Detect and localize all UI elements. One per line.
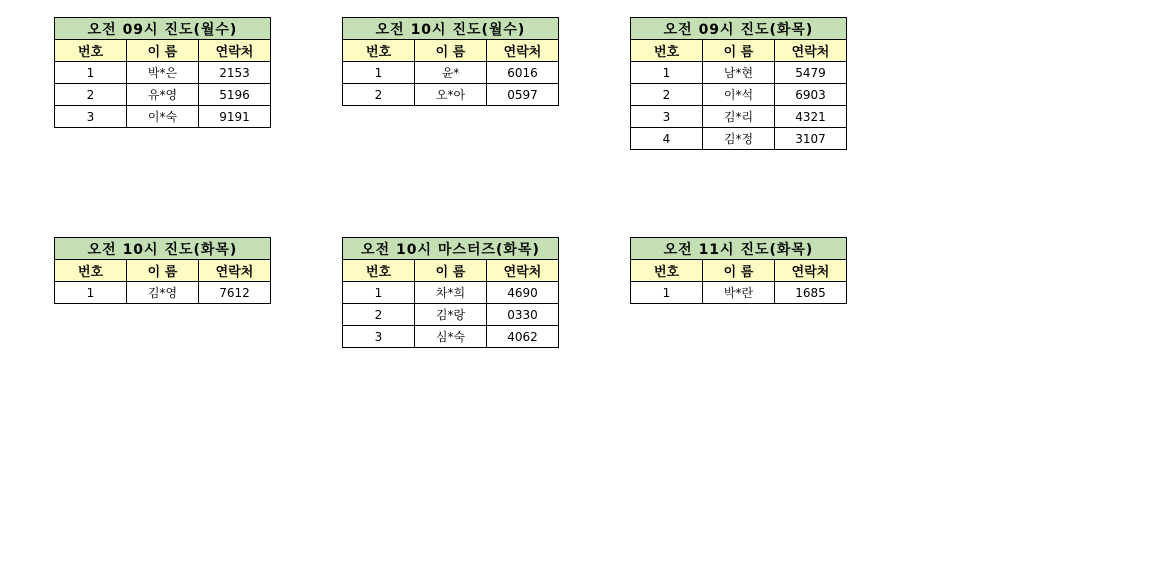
table-title: 오전 10시 진도(월수) bbox=[343, 18, 559, 40]
header-contact: 연락처 bbox=[199, 260, 271, 282]
header-name: 이 름 bbox=[415, 260, 487, 282]
header-number: 번호 bbox=[631, 260, 703, 282]
header-number: 번호 bbox=[343, 40, 415, 62]
table-row bbox=[631, 62, 847, 84]
header-contact: 연락처 bbox=[775, 260, 847, 282]
cell-contact: 2153 bbox=[199, 62, 271, 84]
cell-name: 유*영 bbox=[127, 84, 199, 106]
table-row bbox=[343, 326, 559, 348]
header-contact: 연락처 bbox=[199, 40, 271, 62]
table-row bbox=[631, 128, 847, 150]
cell-contact: 9191 bbox=[199, 106, 271, 128]
table-row bbox=[631, 106, 847, 128]
cell-number: 1 bbox=[55, 62, 127, 84]
table-title: 오전 11시 진도(화목) bbox=[631, 238, 847, 260]
cell-contact: 4690 bbox=[487, 282, 559, 304]
table-row bbox=[631, 282, 847, 304]
table-row bbox=[631, 84, 847, 106]
cell-contact: 3107 bbox=[775, 128, 847, 150]
header-contact: 연락처 bbox=[487, 260, 559, 282]
schedule-table-0900-tue-thu bbox=[630, 17, 847, 150]
cell-name: 이*숙 bbox=[127, 106, 199, 128]
table-title: 오전 09시 진도(화목) bbox=[631, 18, 847, 40]
cell-contact: 5479 bbox=[775, 62, 847, 84]
table-row bbox=[55, 282, 271, 304]
header-number: 번호 bbox=[631, 40, 703, 62]
table-row bbox=[55, 106, 271, 128]
cell-name: 김*리 bbox=[703, 106, 775, 128]
cell-name: 김*영 bbox=[127, 282, 199, 304]
table-row bbox=[343, 304, 559, 326]
header-name: 이 름 bbox=[415, 40, 487, 62]
cell-name: 남*현 bbox=[703, 62, 775, 84]
schedule-table-0900-mon-wed bbox=[54, 17, 271, 128]
table-title: 오전 10시 진도(화목) bbox=[55, 238, 271, 260]
cell-name: 심*숙 bbox=[415, 326, 487, 348]
table-row bbox=[343, 84, 559, 106]
cell-number: 1 bbox=[343, 282, 415, 304]
cell-name: 박*은 bbox=[127, 62, 199, 84]
cell-name: 김*정 bbox=[703, 128, 775, 150]
header-number: 번호 bbox=[343, 260, 415, 282]
cell-name: 이*석 bbox=[703, 84, 775, 106]
cell-number: 1 bbox=[631, 282, 703, 304]
cell-contact: 4062 bbox=[487, 326, 559, 348]
cell-number: 3 bbox=[631, 106, 703, 128]
cell-number: 2 bbox=[631, 84, 703, 106]
table-row bbox=[343, 62, 559, 84]
header-number: 번호 bbox=[55, 260, 127, 282]
header-number: 번호 bbox=[55, 40, 127, 62]
cell-contact: 7612 bbox=[199, 282, 271, 304]
cell-name: 오*아 bbox=[415, 84, 487, 106]
cell-contact: 5196 bbox=[199, 84, 271, 106]
cell-number: 4 bbox=[631, 128, 703, 150]
header-contact: 연락처 bbox=[487, 40, 559, 62]
cell-name: 김*랑 bbox=[415, 304, 487, 326]
table-title: 오전 10시 마스터즈(화목) bbox=[343, 238, 559, 260]
cell-number: 1 bbox=[631, 62, 703, 84]
cell-number: 2 bbox=[343, 84, 415, 106]
schedule-table-1000-tue-thu bbox=[54, 237, 271, 304]
cell-name: 박*란 bbox=[703, 282, 775, 304]
cell-number: 3 bbox=[55, 106, 127, 128]
cell-number: 3 bbox=[343, 326, 415, 348]
header-name: 이 름 bbox=[127, 40, 199, 62]
header-name: 이 름 bbox=[127, 260, 199, 282]
schedule-table-1100-tue-thu bbox=[630, 237, 847, 304]
cell-contact: 6016 bbox=[487, 62, 559, 84]
cell-contact: 1685 bbox=[775, 282, 847, 304]
table-title: 오전 09시 진도(월수) bbox=[55, 18, 271, 40]
cell-contact: 4321 bbox=[775, 106, 847, 128]
cell-number: 2 bbox=[343, 304, 415, 326]
table-row bbox=[55, 62, 271, 84]
header-name: 이 름 bbox=[703, 260, 775, 282]
cell-contact: 0330 bbox=[487, 304, 559, 326]
cell-name: 윤* bbox=[415, 62, 487, 84]
header-name: 이 름 bbox=[703, 40, 775, 62]
cell-contact: 0597 bbox=[487, 84, 559, 106]
cell-number: 1 bbox=[55, 282, 127, 304]
cell-number: 1 bbox=[343, 62, 415, 84]
cell-name: 차*희 bbox=[415, 282, 487, 304]
cell-number: 2 bbox=[55, 84, 127, 106]
header-contact: 연락처 bbox=[775, 40, 847, 62]
table-row bbox=[343, 282, 559, 304]
cell-contact: 6903 bbox=[775, 84, 847, 106]
schedule-table-1000-mon-wed bbox=[342, 17, 559, 106]
schedule-table-1000-masters-tue-thu bbox=[342, 237, 559, 348]
table-row bbox=[55, 84, 271, 106]
